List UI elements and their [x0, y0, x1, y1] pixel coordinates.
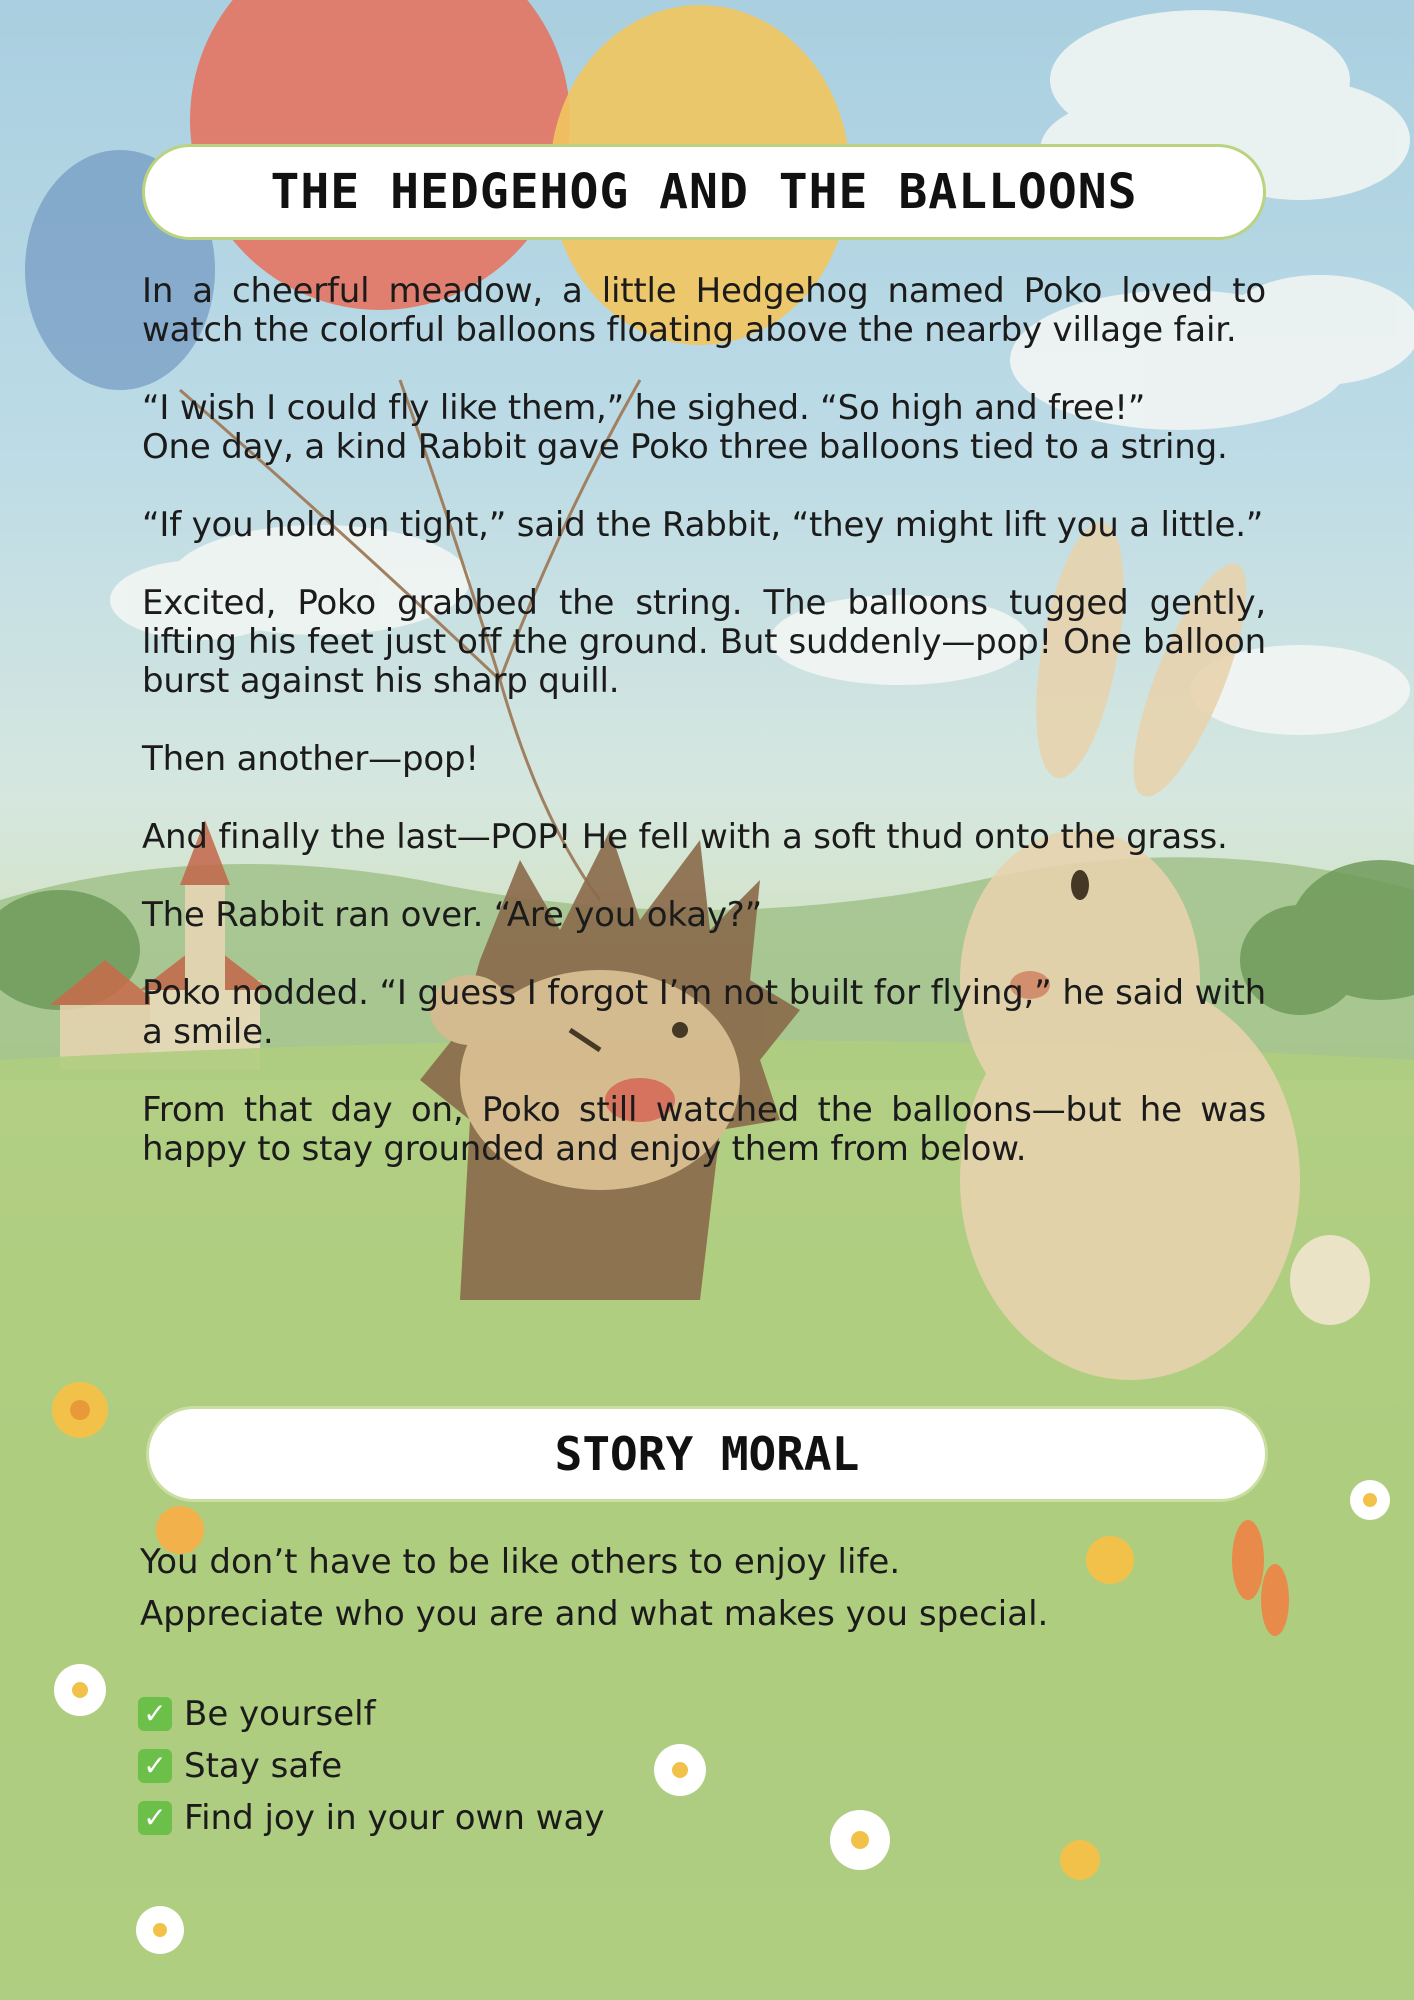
story-paragraph: “If you hold on tight,” said the Rabbit, “they might lift you a little.” — [142, 505, 1264, 545]
check-icon: ✓ — [138, 1801, 172, 1835]
moral-banner — [146, 1406, 1268, 1502]
story-paragraph: Then another—pop! — [142, 739, 479, 779]
story-text — [142, 272, 1266, 1208]
moral-checklist — [138, 1688, 1038, 1844]
story-paragraph: And finally the last—POP! He fell with a soft thud onto the grass. — [142, 817, 1228, 857]
moral-line: Appreciate who you are and what makes you special. — [140, 1594, 1049, 1634]
story-paragraph: From that day on, Poko still watched the balloons—but he was happy to stay grounded and enjoy them from below. — [142, 1090, 1266, 1169]
checklist-label: Stay safe — [184, 1746, 343, 1786]
story-paragraph: The Rabbit ran over. “Are you okay?” — [142, 895, 763, 935]
story-paragraph: In a cheerful meadow, a little Hedgehog named Poko loved to watch the colorful balloons floating above the nearby village fair. — [142, 271, 1266, 350]
checklist-item — [138, 1740, 1038, 1792]
story-paragraph: Excited, Poko grabbed the string. The balloons tugged gently, lifting his feet just off the ground. But suddenly—pop! One balloon burst against his sharp quill. — [142, 583, 1266, 701]
checklist-item — [138, 1688, 1038, 1740]
moral-line: You don’t have to be like others to enjoy life. — [140, 1542, 901, 1582]
story-paragraph: One day, a kind Rabbit gave Poko three balloons tied to a string. — [142, 427, 1228, 467]
moral-heading: STORY MORAL — [554, 1427, 860, 1481]
check-icon: ✓ — [138, 1697, 172, 1731]
story-paragraph: “I wish I could fly like them,” he sighed. “So high and free!” — [142, 388, 1146, 428]
title-banner — [142, 144, 1266, 240]
check-icon: ✓ — [138, 1749, 172, 1783]
checklist-item — [138, 1792, 1038, 1844]
checklist-label: Find joy in your own way — [184, 1798, 605, 1838]
moral-text — [140, 1536, 1266, 1640]
page-title: THE HEDGEHOG AND THE BALLOONS — [270, 164, 1138, 220]
checklist-label: Be yourself — [184, 1694, 376, 1734]
story-paragraph: Poko nodded. “I guess I forgot I’m not built for flying,” he said with a smile. — [142, 973, 1266, 1052]
